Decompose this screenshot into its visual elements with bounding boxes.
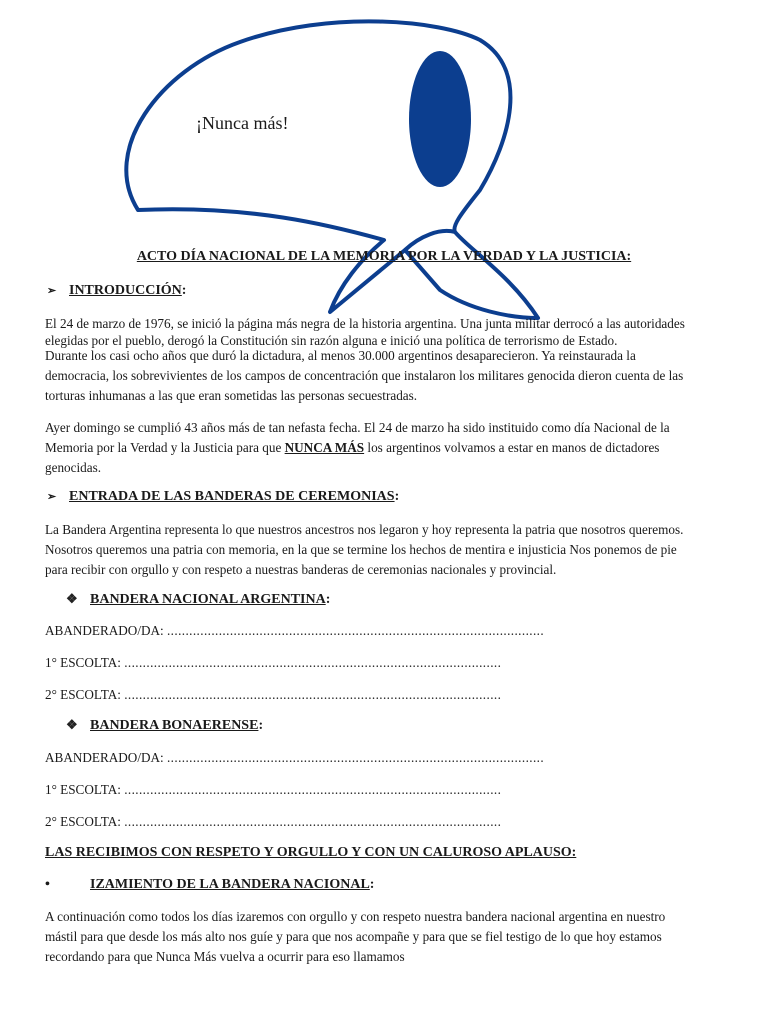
subsection-heading-label: BANDERA BONAERENSE (90, 718, 259, 733)
field-label: 1° ESCOLTA: (45, 655, 125, 670)
dotted-blank: ...................................................................................................... (166, 623, 545, 638)
dotted-blank: ...................................................................................................... (124, 782, 502, 797)
entrada-paragraph (45, 520, 730, 580)
abanderado-field (45, 750, 544, 766)
colon: : (394, 489, 400, 504)
section-heading-entrada (47, 489, 399, 505)
paragraph-line: democracia, los sobrevivientes de los campos de concentración que instalaron los militares genocida dieron cuenta de las (45, 368, 684, 383)
escolta-1-field (45, 655, 501, 671)
paragraph-line (45, 438, 730, 458)
paragraph-text: Memoria por la Verdad y la Justicia para que (45, 440, 285, 455)
section-heading-introduccion (47, 283, 186, 299)
recibimos-heading: LAS RECIBIMOS CON RESPETO Y ORGULLO Y CON UN CALUROSO APLAUSO: (45, 845, 577, 860)
page-title: ACTO DÍA NACIONAL DE LA MEMORIA POR LA VERDAD Y LA JUSTICIA: (136, 249, 632, 264)
arrow-icon: ➢ (47, 285, 57, 297)
bullet-icon: • (45, 877, 50, 892)
subsection-heading-label: BANDERA NACIONAL ARGENTINA (90, 592, 326, 607)
field-label: 2° ESCOLTA: (45, 687, 125, 702)
nunca-mas-emphasis: NUNCA MÁS (284, 440, 365, 455)
field-label: 1° ESCOLTA: (45, 782, 125, 797)
dotted-blank: ...................................................................................................... (124, 655, 502, 670)
paragraph-line: elegidas por el pueblo, derogó la Constitución sin razón alguna e inició una política de terrorismo de Estado. (45, 333, 618, 348)
escolta-1-field (45, 782, 501, 798)
paragraph-line: El 24 de marzo de 1976, se inició la página más negra de la historia argentina. Una junta militar derrocó a las autoridades (45, 316, 685, 331)
arrow-icon: ➢ (47, 491, 57, 503)
colon: : (181, 283, 187, 298)
paragraph-line: Nosotros queremos una patria con memoria, en la que se termine los hechos de mentira e injusticia Nos ponemos de pie (45, 542, 677, 557)
field-label: ABANDERADO/DA: (45, 623, 167, 638)
paragraph-line: recordando para que Nunca Más vuelva a ocurrir para eso llamamos (45, 949, 405, 964)
dotted-blank: ...................................................................................................... (124, 687, 502, 702)
intro-paragraph-2 (45, 418, 730, 478)
paragraph-line: A continuación como todos los días izaremos con orgullo y con respeto nuestra bandera nacional argentina en nuestro (45, 909, 666, 924)
paragraph-line: mástil para que desde los más alto nos guíe y para que nos acompañe y para que se fiel testigo de lo que hoy estamos (45, 929, 662, 944)
izamiento-paragraph (45, 907, 730, 967)
izamiento-heading (45, 877, 374, 893)
section-heading-label: ENTRADA DE LAS BANDERAS DE CEREMONIAS (69, 489, 395, 504)
colon: : (369, 877, 375, 892)
paragraph-line: para recibir con orgullo y con respeto a nuestras banderas de ceremonias nacionales y provincial. (45, 562, 557, 577)
field-label: ABANDERADO/DA: (45, 750, 167, 765)
subsection-heading-bandera-nacional (66, 591, 330, 608)
dotted-blank: ...................................................................................................... (124, 814, 502, 829)
white-headscarf-icon (0, 0, 768, 330)
paragraph-line: Durante los casi ocho años que duró la dictadura, al menos 30.000 argentinos desaparecieron. Ya reinstaurada la (45, 348, 636, 363)
escolta-2-field (45, 814, 501, 830)
field-label: 2° ESCOLTA: (45, 814, 125, 829)
abanderado-field (45, 623, 544, 639)
subsection-heading-bandera-bonaerense (66, 717, 263, 734)
paragraph-text: los argentinos volvamos a estar en manos de dictadores (364, 440, 660, 455)
paragraph-line: Ayer domingo se cumplió 43 años más de tan nefasta fecha. El 24 de marzo ha sido instituido como día Nacional de la (45, 420, 670, 435)
diamond-icon: ❖ (66, 717, 78, 732)
izamiento-heading-label: IZAMIENTO DE LA BANDERA NACIONAL (90, 877, 370, 892)
paragraph-line: genocidas. (45, 460, 102, 475)
diamond-icon: ❖ (66, 591, 78, 606)
colon: : (258, 718, 264, 733)
paragraph-line: torturas inhumanas a las que eran sometidas las personas secuestradas. (45, 388, 418, 403)
dotted-blank: ...................................................................................................... (166, 750, 545, 765)
escolta-2-field (45, 687, 501, 703)
intro-paragraph-1 (45, 314, 730, 406)
paragraph-line: La Bandera Argentina representa lo que nuestros ancestros nos legaron y hoy representa la patria que nosotros queremos. (45, 522, 684, 537)
logo-text: ¡Nunca más! (196, 113, 289, 133)
colon: : (325, 592, 331, 607)
section-heading-label: INTRODUCCIÓN (69, 283, 182, 298)
